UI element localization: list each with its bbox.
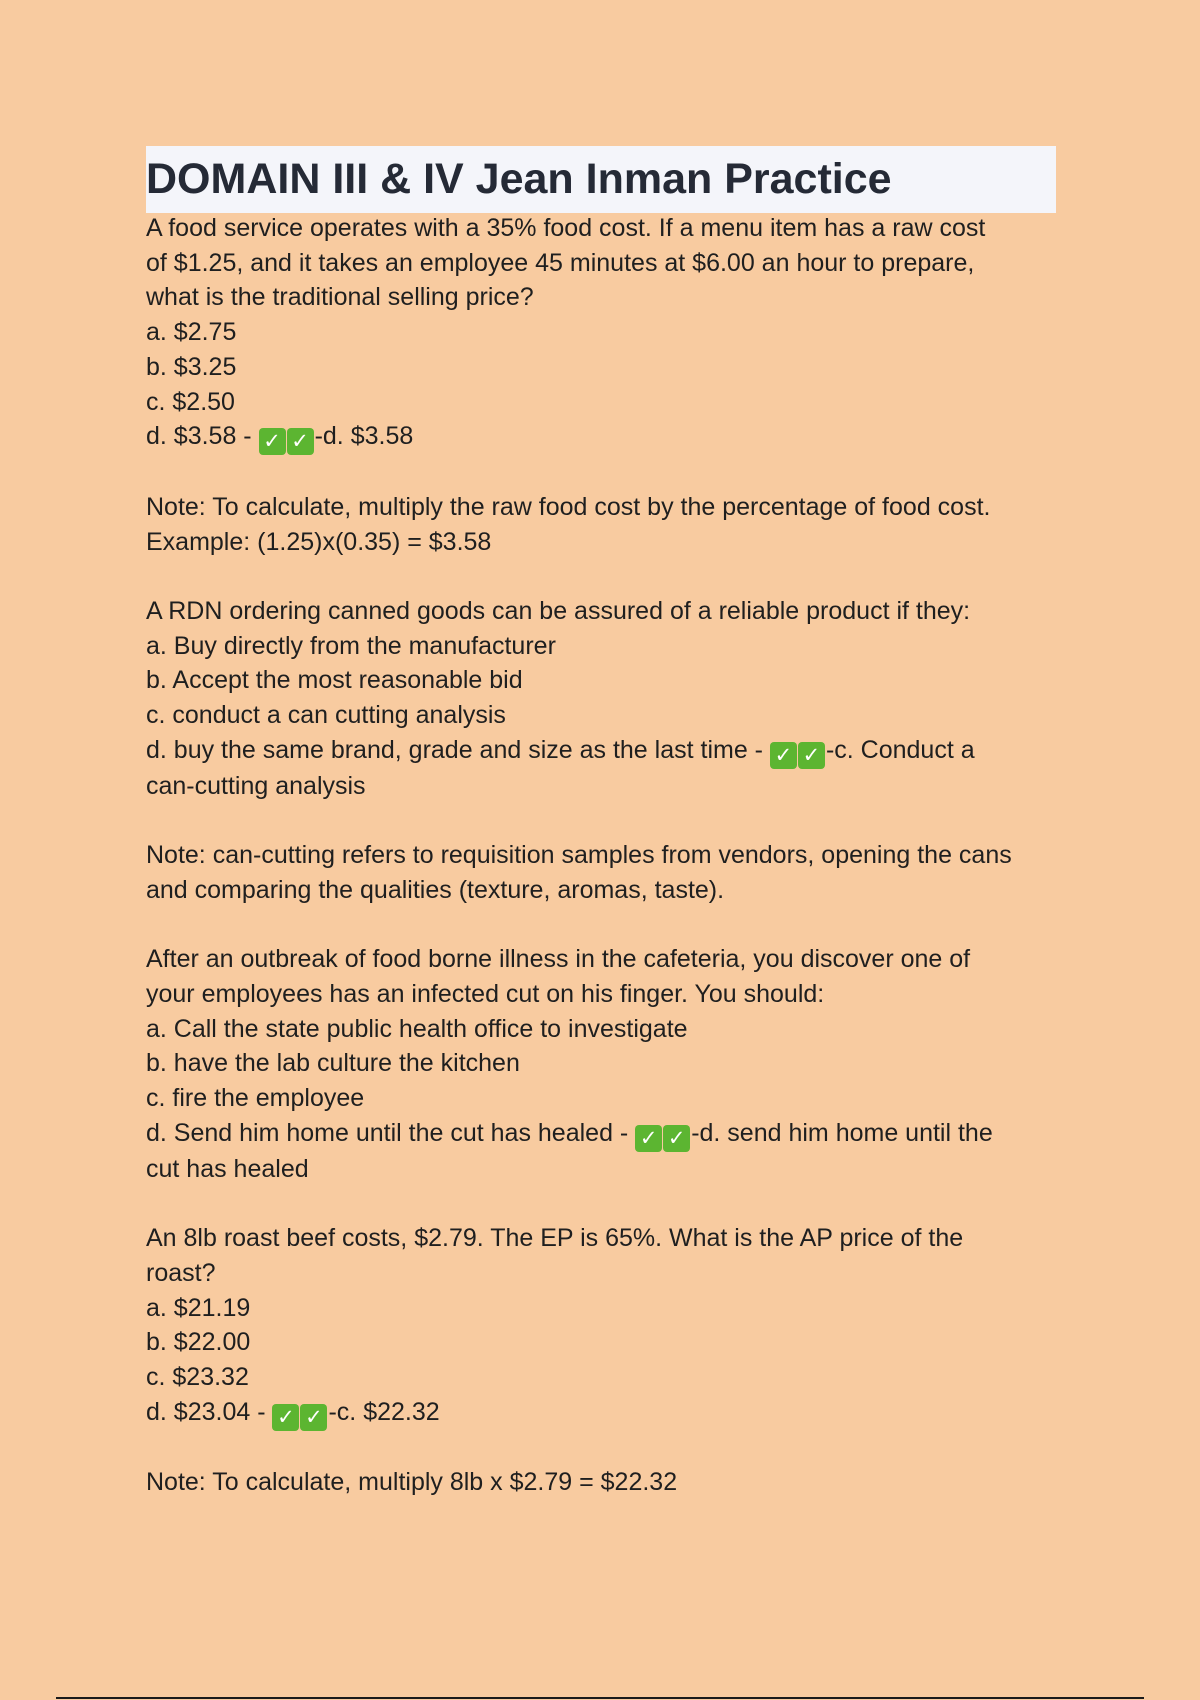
- answer-option-with-key: [146, 733, 1076, 769]
- check-mark-icon: ✓: [272, 1404, 299, 1431]
- answer-option: b. have the lab culture the kitchen: [146, 1049, 520, 1078]
- question-block: [146, 1221, 1076, 1500]
- question-block: [146, 942, 1076, 1221]
- answer-option: b. $22.00: [146, 1328, 251, 1357]
- question-stem-line: A food service operates with a 35% food cost. If a menu item has a raw cost: [146, 214, 986, 242]
- answer-option-with-key: [146, 1395, 1076, 1431]
- note-line: and comparing the qualities (texture, aromas, taste).: [146, 875, 725, 904]
- note-line: Note: To calculate, multiply 8lb x $2.79 = $22.32: [146, 1468, 678, 1497]
- correct-answer-continued: can-cutting analysis: [146, 771, 366, 800]
- question-stem-line: After an outbreak of food borne illness in the cafeteria, you discover one of: [146, 945, 971, 974]
- note-line: Example: (1.25)x(0.35) = $3.58: [146, 527, 492, 556]
- note-line: Note: To calculate, multiply the raw food cost by the percentage of food cost.: [146, 492, 991, 521]
- question-stem-line: of $1.25, and it takes an employee 45 minutes at $6.00 an hour to prepare,: [146, 248, 975, 277]
- question-stem-line: what is the traditional selling price?: [146, 283, 534, 312]
- answer-option: b. Accept the most reasonable bid: [146, 666, 523, 695]
- answer-option: a. $21.19: [146, 1293, 251, 1322]
- correct-answer: -d. $3.58: [314, 422, 414, 451]
- answer-option-text: d. $3.58 -: [146, 422, 259, 451]
- page-divider: [56, 1697, 1144, 1699]
- answer-option-text: d. buy the same brand, grade and size as the last time -: [146, 735, 770, 764]
- answer-option: b. $3.25: [146, 352, 237, 381]
- question-list: [146, 211, 1076, 1500]
- check-mark-icon: ✓: [259, 428, 286, 455]
- correct-answer: -c. $22.32: [328, 1397, 440, 1426]
- correct-answer: -c. Conduct a: [825, 735, 975, 764]
- check-mark-icon: ✓: [663, 1125, 690, 1152]
- answer-option: a. $2.75: [146, 318, 237, 347]
- answer-option: c. $2.50: [146, 387, 235, 416]
- answer-option: a. Call the state public health office to investigate: [146, 1014, 688, 1043]
- question-stem-line: roast?: [146, 1258, 216, 1287]
- answer-option: c. $23.32: [146, 1363, 249, 1392]
- answer-option: c. conduct a can cutting analysis: [146, 701, 506, 730]
- page-title: DOMAIN III & IV Jean Inman Practice: [146, 146, 1056, 213]
- question-block: [146, 594, 1076, 942]
- check-mark-icon: ✓: [770, 742, 797, 769]
- answer-option-with-key: [146, 419, 1076, 455]
- answer-option-text: d. Send him home until the cut has healed -: [146, 1118, 636, 1147]
- correct-answer: -d. send him home until the: [691, 1118, 993, 1147]
- answer-option: a. Buy directly from the manufacturer: [146, 631, 556, 660]
- question-block: [146, 211, 1076, 594]
- question-stem-line: your employees has an infected cut on his finger. You should:: [146, 980, 825, 1008]
- check-mark-icon: ✓: [798, 742, 825, 769]
- answer-option-with-key: [146, 1116, 1076, 1152]
- correct-answer-continued: cut has healed: [146, 1154, 309, 1183]
- check-mark-icon: ✓: [287, 428, 314, 455]
- check-mark-icon: ✓: [635, 1125, 662, 1152]
- check-mark-icon: ✓: [300, 1404, 327, 1431]
- question-stem-line: A RDN ordering canned goods can be assured of a reliable product if they:: [146, 597, 971, 625]
- answer-option-text: d. $23.04 -: [146, 1397, 273, 1426]
- note-line: Note: can-cutting refers to requisition samples from vendors, opening the cans: [146, 841, 1012, 870]
- question-stem-line: An 8lb roast beef costs, $2.79. The EP is 65%. What is the AP price of the: [146, 1224, 964, 1253]
- answer-option: c. fire the employee: [146, 1084, 365, 1113]
